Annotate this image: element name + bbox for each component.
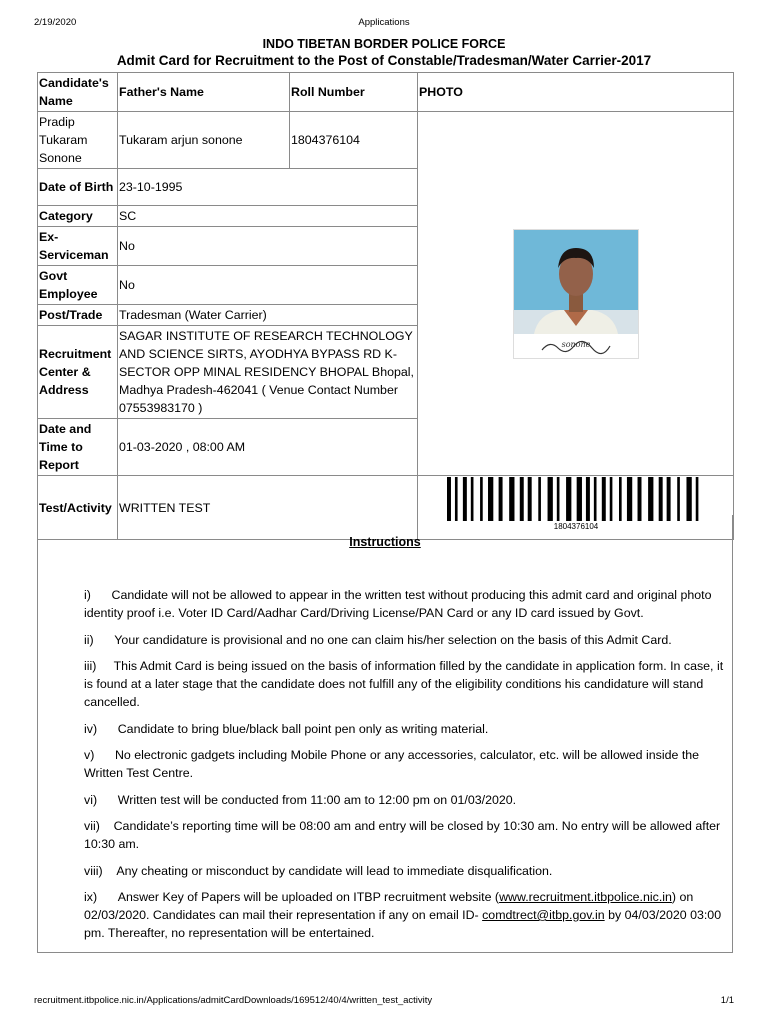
print-date: 2/19/2020	[34, 17, 77, 28]
dob-value: 23-10-1995	[118, 169, 418, 206]
instruction-text: Written test will be conducted from 11:00 am to 12:00 pm on 01/03/2020.	[117, 792, 517, 807]
govt-employee-value: No	[118, 266, 418, 305]
barcode-number: 1804376104	[553, 522, 598, 531]
test-activity-label: Test/Activity	[38, 476, 118, 540]
instruction-item	[84, 657, 726, 711]
organization-title: INDO TIBETAN BORDER POLICE FORCE	[262, 37, 506, 51]
instruction-number: v)	[84, 748, 95, 762]
roll-number-header: Roll Number	[290, 73, 418, 112]
instruction-item	[84, 631, 726, 649]
instruction-text: This Admit Card is being issued on the basis of information filled by the candidate in application form. In case, it is found at a later stage that the candidate does not fulfill any of the eligibility conditions his candidature will stand cancelled.	[84, 659, 724, 709]
instruction-item	[84, 720, 726, 738]
instruction-text: ) on 02/03/2020. Candidates can mail their representation if any on email ID-	[84, 890, 694, 922]
father-name-value: Tukaram arjun sonone	[118, 112, 290, 169]
govt-employee-label: Govt Employee	[38, 266, 118, 305]
post-trade-value: Tradesman (Water Carrier)	[118, 305, 418, 326]
center-address-value: SAGAR INSTITUTE OF RESEARCH TECHNOLOGY AND SCIENCE SIRTS, AYODHYA BYPASS RD K-SECTOR OPP MINAL RESIDENCY BHOPAL Bhopal, Madhya Pradesh-462041 ( Venue Contact Number 07553983170 )	[118, 326, 418, 419]
photo-header: PHOTO	[418, 73, 734, 112]
instruction-number: iii)	[84, 659, 97, 673]
category-value: SC	[118, 206, 418, 227]
instruction-text: Answer Key of Papers will be uploaded on ITBP recruitment website (	[117, 890, 500, 904]
instruction-text: Candidate will not be allowed to appear in the written test without producing this admit card and original photo identity proof i.e. Voter ID Card/Aadhar Card/Driving License/PAN Card or any ID card issued by Govt.	[84, 588, 712, 620]
print-footer-url: recruitment.itbpolice.nic.in/Applications/admitCardDownloads/169512/40/4/written_test_activity	[34, 995, 433, 1006]
roll-number-value: 1804376104	[290, 112, 418, 169]
instruction-item	[84, 746, 726, 782]
candidate-photo	[513, 229, 639, 359]
email-link[interactable]: comdtrect@itbp.gov.in	[482, 908, 605, 922]
instruction-text: Your candidature is provisional and no one can claim his/her selection on the basis of this Admit Card.	[114, 632, 672, 647]
instruction-item	[84, 817, 726, 853]
instructions-list	[84, 586, 726, 951]
ex-serviceman-value: No	[118, 227, 418, 266]
instruction-text: Any cheating or misconduct by candidate will lead to immediate disqualification.	[116, 863, 553, 878]
instructions-panel	[37, 515, 733, 953]
admit-card-title: Admit Card for Recruitment to the Post of Constable/Tradesman/Water Carrier-2017	[116, 53, 652, 68]
instruction-number: vi)	[84, 792, 98, 807]
father-name-header: Father's Name	[118, 73, 290, 112]
photo-cell	[418, 112, 734, 476]
instruction-item	[84, 791, 726, 809]
instruction-text: No electronic gadgets including Mobile Phone or any accessories, calculator, etc. will be allowed inside the Written Test Centre.	[84, 748, 700, 780]
instruction-number: ii)	[84, 632, 94, 647]
instruction-text: Candidate to bring blue/black ball point pen only as writing material.	[117, 721, 489, 736]
center-address-label: Recruitment Center & Address	[38, 326, 118, 419]
ex-serviceman-label: Ex-Serviceman	[38, 227, 118, 266]
report-time-value: 01-03-2020 , 08:00 AM	[118, 419, 418, 476]
signature-text: sonone	[561, 339, 590, 349]
instruction-number: iv)	[84, 721, 98, 736]
instruction-item	[84, 862, 726, 880]
instructions-title: Instructions	[349, 535, 421, 549]
print-page-number: 1/1	[720, 995, 734, 1006]
test-activity-value: WRITTEN TEST	[118, 476, 418, 540]
category-label: Category	[38, 206, 118, 227]
instruction-number: vii)	[84, 819, 100, 833]
admit-card-table	[37, 72, 734, 540]
instruction-number: viii)	[84, 863, 103, 878]
instruction-number: i)	[84, 588, 91, 602]
report-time-label: Date and Time to Report	[38, 419, 118, 476]
candidate-name-value: Pradip Tukaram Sonone	[38, 112, 118, 169]
instruction-item	[84, 586, 726, 622]
post-trade-label: Post/Trade	[38, 305, 118, 326]
candidate-name-header: Candidate's Name	[38, 73, 118, 112]
instruction-text: by 04/03/2020 03:00 pm. Thereafter, no representation will be entertained.	[84, 908, 722, 940]
instruction-item	[84, 888, 726, 942]
print-page-title: Applications	[358, 17, 410, 28]
recruitment-website-link[interactable]: www.recruitment.itbpolice.nic.in	[499, 890, 672, 904]
photo-image	[514, 230, 638, 358]
instruction-text: Candidate’s reporting time will be 08:00 am and entry will be closed by 10:30 am. No entry will be allowed after 10:30 am.	[84, 819, 721, 851]
instruction-number: ix)	[84, 890, 98, 904]
dob-label: Date of Birth	[38, 169, 118, 206]
